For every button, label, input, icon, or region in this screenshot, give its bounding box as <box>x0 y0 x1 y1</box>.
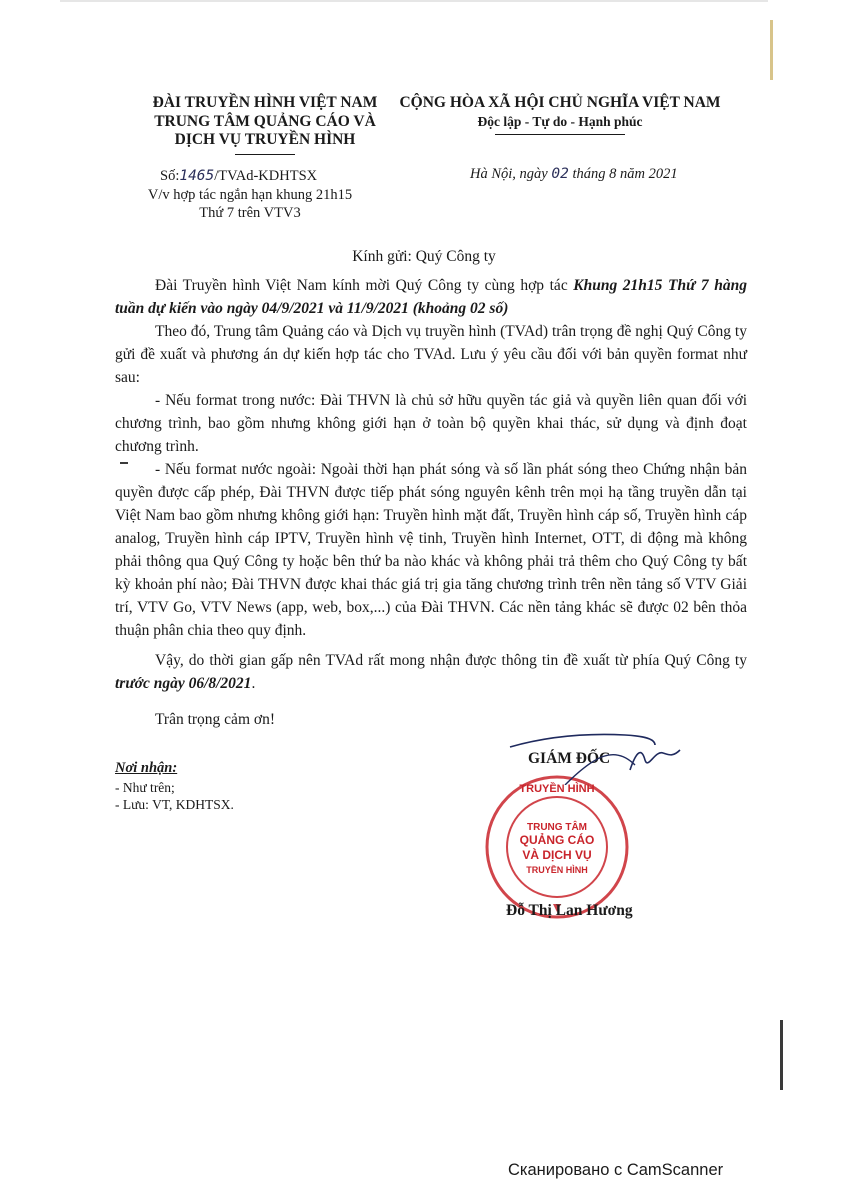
nation-title: CỘNG HÒA XÃ HỘI CHỦ NGHĨA VIỆT NAM <box>399 94 721 111</box>
recipient-item: - Lưu: VT, KDHTSX. <box>115 797 234 812</box>
scan-edge-mark <box>770 20 773 80</box>
subject-line1: V/v hợp tác ngắn hạn khung 21h15 <box>147 187 353 203</box>
stamp-line2: QUẢNG CÁO <box>519 833 595 847</box>
paragraph-foreign-format: - Nếu format nước ngoài: Ngoài thời hạn phát sóng và số lần phát sóng theo Chứng nhận bản quyền được cấp phép, Đài THVN được tiếp phát sóng nguyên kênh trên mọi hạ tầng truyền dẫn tại Việt Nam bao gồm nhưng không giới hạn: Truyền hình mặt đất, Truyền hình cáp số, Truyền hình cáp analog, Truyền hình cáp IPTV, Truyền hình vệ tinh, Truyền hình Internet, OTT, di động mà không phải thông qua Quý Công ty hoặc bên thứ ba nào khác và không phải trả thêm cho Quý Công ty bất kỳ khoản phí nào; Đài THVN được khai thác giá trị gia tăng chương trình trên nền tảng số VTV Giải trí, VTV Go, VTV News (app, web, box,...) của Đài THVN. Các nền tảng khác sẽ được 02 bên thỏa thuận phân chia theo quy định. <box>115 461 747 639</box>
document-number-handwritten: 1465 <box>179 168 215 184</box>
document-subject <box>140 186 360 222</box>
nation-block <box>380 94 740 135</box>
greeting: Kính gửi: Quý Công ty <box>352 248 496 265</box>
deadline-text: Vậy, do thời gian gấp nên TVAd rất mong nhận được thông tin đề xuất từ phía Quý Công ty <box>155 652 747 669</box>
signer-position: GIÁM ĐỐC <box>528 750 611 767</box>
date-day-handwritten: 02 <box>551 166 569 182</box>
issuer-name: ĐÀI TRUYỀN HÌNH VIỆT NAM <box>152 94 378 111</box>
stamp-line4: TRUYỀN HÌNH <box>526 865 588 875</box>
document-number-suffix: /TVAd-KDHTSX <box>214 168 318 184</box>
scan-top-edge <box>60 0 768 2</box>
motto-underline <box>495 134 625 135</box>
deadline-end: . <box>251 675 256 692</box>
invitation-text: Đài Truyền hình Việt Nam kính mời Quý Công ty cùng hợp tác <box>155 277 574 294</box>
scan-edge-mark <box>780 1020 783 1090</box>
stamp-ring-text: TRUYỀN HÌNH <box>519 783 595 795</box>
invitation-emphasis: Khung 21h15 Thứ 7 hàng tuần dự kiến vào ngày 04/9/2021 và 11/9/2021 (khoảng 02 số) <box>115 277 747 317</box>
issuer-underline <box>235 154 295 155</box>
handwritten-signature <box>505 715 705 785</box>
issuer-unit-line2: DỊCH VỤ TRUYỀN HÌNH <box>174 131 356 148</box>
official-stamp <box>482 772 632 922</box>
date-suffix: tháng 8 năm 2021 <box>572 166 678 182</box>
stamp-line1: TRUNG TÂM <box>527 822 587 833</box>
document-number <box>160 168 317 185</box>
paragraph-invitation <box>115 274 747 320</box>
document-number-prefix: Số: <box>160 168 180 184</box>
scanner-watermark: Сканировано с CamScanner <box>508 1161 724 1179</box>
paragraph-request: Theo đó, Trung tâm Quảng cáo và Dịch vụ truyền hình (TVAd) trân trọng đề nghị Quý Công ty gửi đề xuất và phương án dự kiến hợp tác cho TVAd. Lưu ý yêu cầu đối với bản quyền format như sau: <box>115 323 747 386</box>
deadline-emphasis: trước ngày 06/8/2021 <box>115 675 252 692</box>
letter-body <box>115 274 747 695</box>
stamp-line3: VÀ DỊCH VỤ <box>522 848 592 862</box>
nation-motto: Độc lập - Tự do - Hạnh phúc <box>477 113 643 129</box>
paragraph-domestic-format: - Nếu format trong nước: Đài THVN là chủ sở hữu quyền tác giả và quyền liên quan đối với chương trình, bao gồm nhưng không giới hạn ở toàn bộ quyền khai thác, sử dụng và định đoạt chương trình. <box>115 392 747 455</box>
paragraph-deadline <box>115 649 747 695</box>
signer-name: Đỗ Thị Lan Hương <box>506 902 633 919</box>
date-prefix: Hà Nội, ngày <box>470 166 548 182</box>
recipients-list <box>115 779 234 813</box>
closing-thanks: Trân trọng cảm ơn! <box>155 711 275 728</box>
subject-line2: Thứ 7 trên VTV3 <box>199 205 301 221</box>
issuer-unit-line1: TRUNG TÂM QUẢNG CÁO VÀ <box>154 112 376 130</box>
recipient-item: - Như trên; <box>115 780 175 795</box>
document-date <box>470 166 678 183</box>
recipients-title: Nơi nhận: <box>115 760 178 776</box>
issuer-block <box>120 94 410 155</box>
